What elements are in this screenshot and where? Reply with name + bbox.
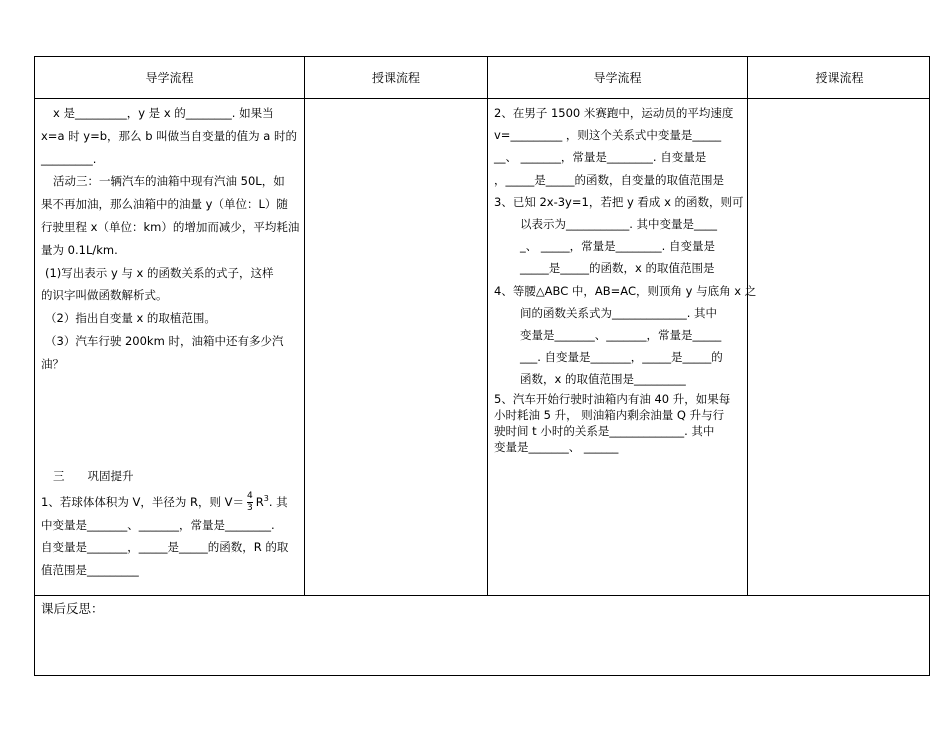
header-guide-2: 导学流程 [593,71,642,85]
right-guide-content [494,102,757,455]
text-line: 小时耗油 5 升， 则油箱内剩余油量 Q 升与行 [494,407,725,422]
text-line: _____是_____的函数，x 的取值范围是 [520,261,715,276]
reflection-divider [35,595,929,596]
text-line: 函数，x 的取值范围是_________ [520,372,686,387]
question-2: （2）指出自变量 x 的取植范围。 [45,311,216,326]
text-line: _________. [41,151,97,166]
text-line: 变量是_______、 ______ [494,439,619,454]
fraction-numerator: 4 [247,490,253,501]
text-line: ___. 自变量是_______，_____是_____的 [520,350,723,365]
lesson-plan-table [34,56,930,676]
header-guide-1: 导学流程 [145,71,194,85]
reflection-label: 课后反思： [41,601,104,616]
fraction-denominator: 3 [247,502,253,513]
text-line: 量为 0.1L/km. [41,242,118,257]
text-line: 行驶里程 x（单位：km）的增加而减少，平均耗油 [41,219,300,234]
text-line: _、 _____，常量是________. 自变量是 [520,239,715,254]
question-3: （3）汽车行驶 200km 时，油箱中还有多少汽 [45,333,284,348]
text-line: x 是_________，y 是 x 的________. 如果当 [53,106,274,120]
exercise-2: 2、在男子 1500 米赛跑中，运动员的平均速度 [494,106,734,120]
exercise-1-text: 1、若球体体积为 V，半径为 R，则 V＝ [41,494,245,509]
fraction [247,491,253,514]
text-line: __、 _______，常量是________. 自变量是 [494,150,707,165]
column-divider [487,57,488,595]
column-divider [747,57,748,595]
text-line: x=a 时 y=b，那么 b 叫做当自变量的值为 a 时的 [41,128,298,143]
header-teach-2: 授课流程 [815,71,864,85]
exercise-4: 4、等腰△ABC 中，AB=AC，则顶角 y 与底角 x 之 [494,283,757,298]
text-line: 驶时间 t 小时的关系是_____________. 其中 [494,423,715,438]
exercise-3: 3、已知 2x-3y=1，若把 y 看成 x 的函数，则可 [494,194,744,209]
consolidation-section [41,465,301,582]
exercise-1-first-line [41,488,301,514]
text-line: 的识字叫做函数解析式。 [41,288,168,303]
text-line: 以表示为___________. 其中变量是____ [520,217,718,232]
text-line: 自变量是_______，_____是_____的函数，R 的取 [41,540,289,555]
header-teach-1: 授课流程 [371,71,420,85]
activity-three-text: 活动三：一辆汽车的油箱中现有汽油 50L，如 [53,174,285,189]
text-line: ，_____是_____的函数，自变量的取值范围是 [494,172,724,187]
text-line: 油？ [41,356,64,371]
text-line: 果不再加油，那么油箱中的油量 y（单位：L）随 [41,197,288,212]
exponent: 3 [263,493,269,503]
column-divider [304,57,305,595]
text-line: 值范围是_________ [41,563,139,578]
exercise-5: 5、汽车开始行驶时油箱内有油 40 升，如果每 [494,391,731,406]
text-line: 中变量是_______、_______，常量是________. [41,517,275,532]
radius-symbol: R [255,494,264,509]
text-line: 间的函数关系式为_____________. 其中 [520,305,718,320]
exercise-1-tail: . 其 [268,494,288,509]
left-guide-content [41,102,301,376]
text-line: v=_________ ，则这个关系式中变量是_____ [494,128,722,143]
text-line: 变量是_______、_______，常量是_____ [520,328,722,343]
question-1: (1)写出表示 y 与 x 的函数关系的式子，这样 [45,265,274,280]
section-three-heading: 三 巩固提升 [53,469,134,483]
